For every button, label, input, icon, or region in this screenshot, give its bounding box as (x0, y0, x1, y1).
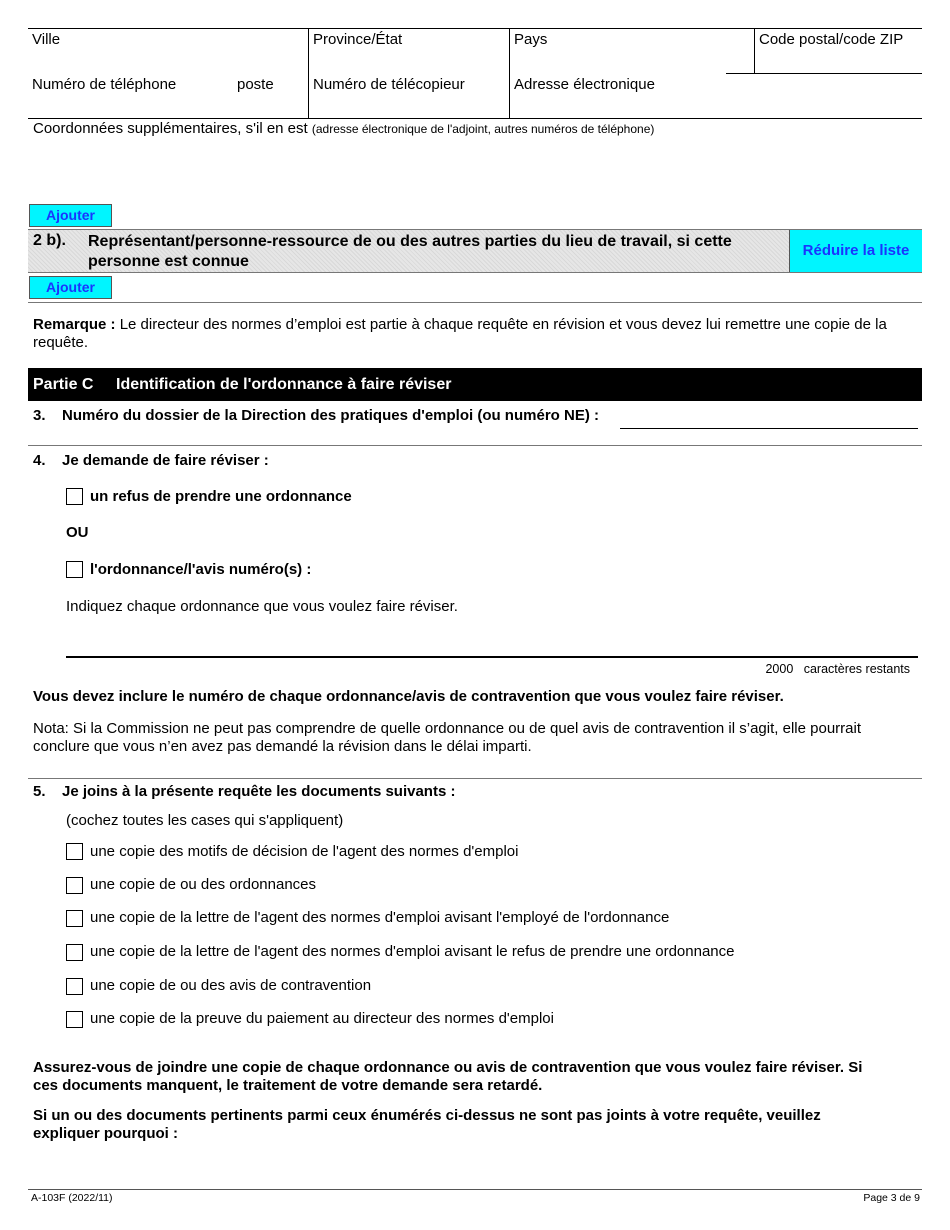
address-row-2 (28, 73, 922, 118)
characters-label: caractères restants (803, 662, 910, 676)
part-c-title: Identification de l'ordonnance à faire réviser (116, 376, 452, 393)
address-row-1 (28, 28, 922, 73)
remark-label: Remarque : (33, 316, 116, 333)
explain-note-line1: Si un ou des documents pertinents parmi ceux énumérés ci-dessus ne sont pas joints à votre requête, veuillez (33, 1107, 821, 1124)
section-2b-title-line1: Représentant/personne-ressource de ou des autres parties du lieu de travail, si cette (88, 233, 732, 250)
phone-field[interactable] (28, 73, 228, 118)
phone-label: Numéro de téléphone (32, 76, 177, 93)
q3-label: Numéro du dossier de la Direction des pratiques d'emploi (ou numéro NE) : (62, 407, 599, 424)
remark-text-line2: requête. (33, 334, 89, 351)
q3-number: 3. (33, 407, 46, 424)
file-number-input[interactable] (620, 406, 918, 429)
extension-field[interactable] (233, 73, 308, 118)
refusal-letter-checkbox[interactable] (66, 944, 83, 961)
country-label: Pays (514, 31, 548, 48)
additional-contact-label: Coordonnées supplémentaires, s'il en est (33, 120, 308, 137)
document-option-label: une copie de ou des avis de contravention (90, 977, 372, 994)
section-2b-title (88, 232, 808, 272)
city-field[interactable] (28, 28, 308, 73)
section-2b-header (28, 229, 922, 273)
add-button[interactable]: Ajouter (29, 204, 112, 227)
remark (33, 316, 922, 352)
order-notice-label: l'ordonnance/l'avis numéro(s) : (90, 561, 312, 578)
characters-remaining (700, 662, 910, 676)
nota-line1: Nota: Si la Commission ne peut pas comprendre de quelle ordonnance ou de quel avis de contravention il s’agit, elle pourrait (33, 720, 861, 737)
nota (33, 720, 922, 756)
additional-contact-hint: (adresse électronique de l'adjoint, autres numéros de téléphone) (311, 122, 655, 136)
document-option-label: une copie de la lettre de l'agent des normes d'emploi avisant le refus de prendre une ordonnance (90, 943, 735, 960)
q5-number: 5. (33, 783, 46, 800)
collapse-list-button[interactable]: Réduire la liste (789, 230, 922, 272)
country-field[interactable] (509, 28, 754, 73)
form-id: A-103F (2022/11) (31, 1192, 113, 1204)
document-option-label: une copie de la preuve du paiement au directeur des normes d'emploi (90, 1010, 554, 1027)
reasons-copy-checkbox[interactable] (66, 843, 83, 860)
postal-code-field[interactable] (754, 28, 922, 73)
characters-count: 2000 (765, 662, 794, 676)
extension-label: poste (237, 76, 274, 93)
postal-code-label: Code postal/code ZIP (759, 31, 904, 48)
employee-letter-checkbox[interactable] (66, 910, 83, 927)
document-option-label: une copie de la lettre de l'agent des normes d'emploi avisant l'employé de l'ordonnance (90, 909, 670, 926)
email-field[interactable] (509, 73, 922, 118)
fax-label: Numéro de télécopieur (313, 76, 465, 93)
q4-number: 4. (33, 452, 46, 469)
document-option-label: une copie de ou des ordonnances (90, 876, 317, 893)
payment-proof-checkbox[interactable] (66, 1011, 83, 1028)
page-number: Page 3 de 9 (863, 1192, 920, 1204)
order-notice-checkbox[interactable] (66, 561, 83, 578)
email-label: Adresse électronique (514, 76, 655, 93)
fax-field[interactable] (308, 73, 509, 118)
province-label: Province/État (313, 31, 403, 48)
section-2b-number: 2 b). (33, 232, 66, 249)
nota-line2: conclure que vous n’en avez pas demandé la révision dans le délai imparti. (33, 738, 532, 755)
or-label: OU (66, 524, 89, 541)
ensure-note (33, 1059, 922, 1095)
refusal-order-checkbox[interactable] (66, 488, 83, 505)
ensure-note-line2: ces documents manquent, le traitement de votre demande sera retardé. (33, 1077, 543, 1094)
province-field[interactable] (308, 28, 509, 73)
ensure-note-line1: Assurez-vous de joindre une copie de chaque ordonnance ou avis de contravention que vous voulez faire réviser. Si (33, 1059, 863, 1076)
refusal-order-label: un refus de prendre une ordonnance (90, 488, 352, 505)
section-2b-title-line2: personne est connue (88, 253, 249, 270)
add-button[interactable]: Ajouter (29, 276, 112, 299)
order-instruction: Indiquez chaque ordonnance que vous voulez faire réviser. (66, 598, 458, 615)
additional-contact-field[interactable] (33, 120, 918, 138)
part-c-header (28, 368, 922, 401)
part-c-label: Partie C (33, 376, 94, 393)
explain-note (33, 1107, 922, 1143)
document-option-label: une copie des motifs de décision de l'agent des normes d'emploi (90, 843, 519, 860)
explain-note-line2: expliquer pourquoi : (33, 1125, 178, 1142)
contravention-notices-checkbox[interactable] (66, 978, 83, 995)
q5-label: Je joins à la présente requête les documents suivants : (62, 783, 456, 800)
order-numbers-input[interactable] (66, 620, 918, 658)
orders-copy-checkbox[interactable] (66, 877, 83, 894)
must-include-note: Vous devez inclure le numéro de chaque ordonnance/avis de contravention que vous voulez faire réviser. (33, 688, 784, 705)
q4-label: Je demande de faire réviser : (62, 452, 269, 469)
q5-hint: (cochez toutes les cases qui s'appliquent) (66, 812, 344, 829)
city-label: Ville (32, 31, 61, 48)
remark-text-line1: Le directeur des normes d’emploi est partie à chaque requête en révision et vous devez lui remettre une copie de la (119, 316, 887, 333)
